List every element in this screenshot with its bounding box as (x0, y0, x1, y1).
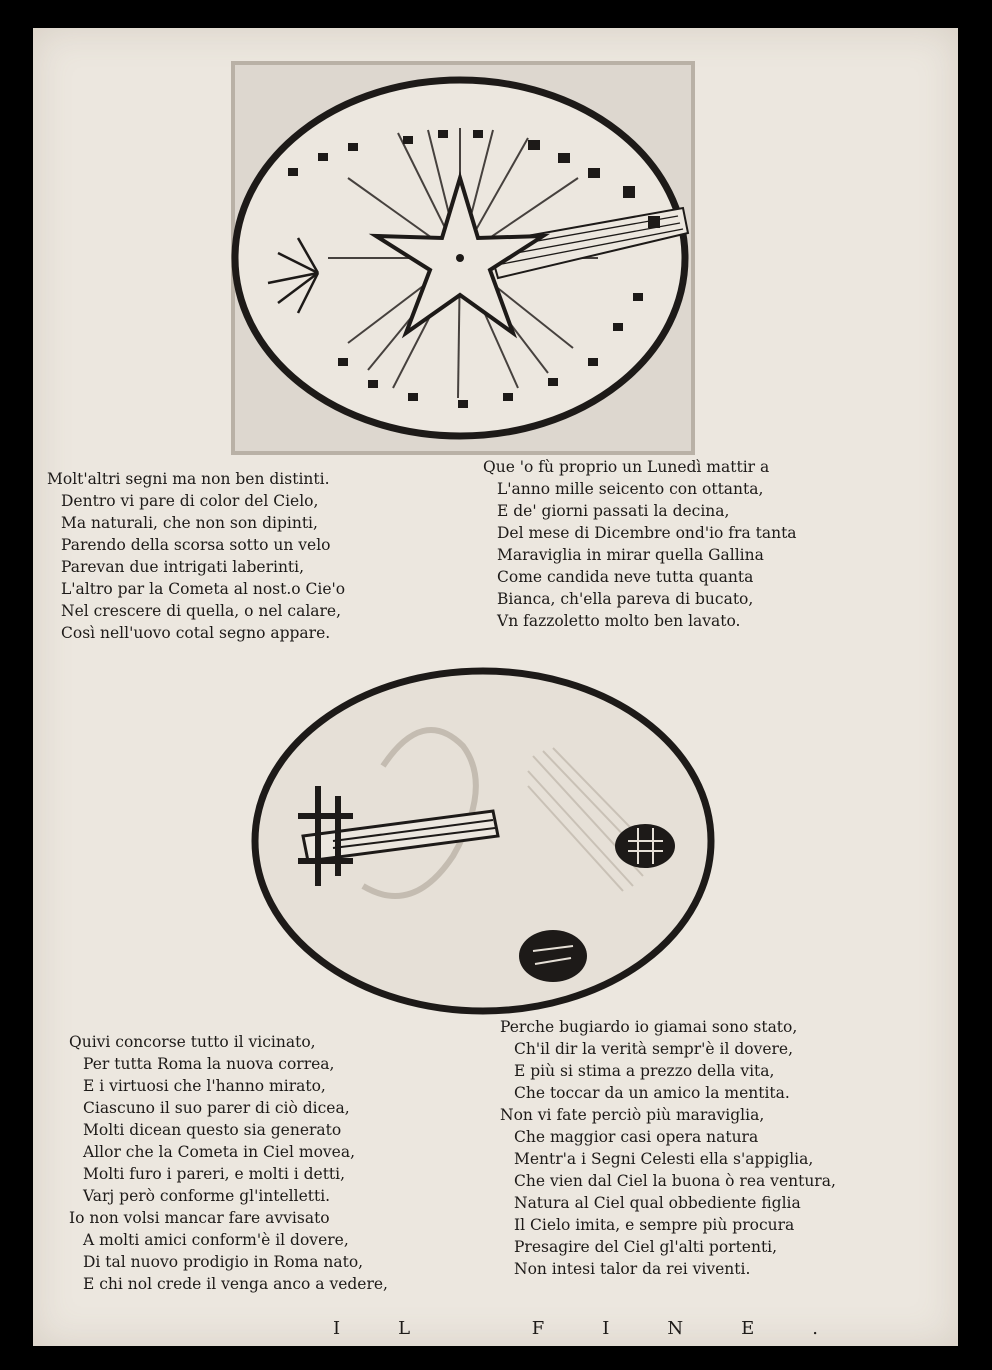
verse-line: Vn fazzoletto molto ben lavato. (497, 612, 741, 630)
verse-line: Io non volsi mancar fare avvisato (69, 1209, 330, 1227)
verse-line: A molti amici conform'è il dovere, (83, 1231, 349, 1249)
verse-line: Così nell'uovo cotal segno appare. (61, 624, 331, 642)
verse-line: Il Cielo imita, e sempre più procura (514, 1216, 795, 1234)
verse-line: Ciascuno il suo parer di ciò dicea, (83, 1099, 350, 1117)
stanza-top-right (483, 456, 797, 632)
verse-line: L'altro par la Cometa al nost.o Cie'o (61, 580, 346, 598)
verse-line: E chi nol crede il venga anco a vedere, (83, 1275, 388, 1293)
verse-line: Mentr'a i Segni Celesti ella s'appiglia, (514, 1150, 814, 1168)
verse-line: Varj però conforme gl'intelletti. (83, 1187, 331, 1205)
verse-line: Bianca, ch'ella pareva di bucato, (497, 590, 754, 608)
verse-line: Ch'il dir la verità sempr'è il dovere, (514, 1040, 794, 1058)
verse-line: Del mese di Dicembre ond'io fra tanta (497, 524, 797, 542)
verse-line: Maraviglia in mirar quella Gallina (497, 546, 764, 564)
verse-line: L'anno mille seicento con ottanta, (497, 480, 764, 498)
verse-line: Nel crescere di quella, o nel calare, (61, 602, 342, 620)
verse-line: Come candida neve tutta quanta (497, 568, 754, 586)
top-woodcut-illustration (228, 58, 708, 463)
verse-line: Perche bugiardo io giamai sono stato, (500, 1018, 798, 1036)
printed-page (33, 28, 958, 1346)
verse-line: Natura al Ciel qual obbediente figlia (514, 1194, 801, 1212)
verse-line: E più si stima a prezzo della vita, (514, 1062, 775, 1080)
verse-line: E i virtuosi che l'hanno mirato, (83, 1077, 326, 1095)
verse-line: Non vi fate perciò più maraviglia, (500, 1106, 765, 1124)
verse-line: Presagire del Ciel gl'alti portenti, (514, 1238, 778, 1256)
verse-line: Molti dicean questo sia generato (83, 1121, 342, 1139)
closing-il-fine: IL FINE. (333, 1318, 876, 1339)
verse-line: Quivi concorse tutto il vicinato, (69, 1033, 316, 1051)
verse-line: Molti furo i pareri, e molti i detti, (83, 1165, 346, 1183)
verse-line: Que 'o fù proprio un Lunedì mattir a (483, 458, 770, 476)
verse-line: Dentro vi pare di color del Cielo, (61, 492, 319, 510)
verse-line: Che maggior casi opera natura (514, 1128, 759, 1146)
verse-line: Parevan due intrigati laberinti, (61, 558, 305, 576)
verse-line: Di tal nuovo prodigio in Roma nato, (83, 1253, 364, 1271)
verse-line: Per tutta Roma la nuova correa, (83, 1055, 335, 1073)
verse-line: Non intesi talor da rei viventi. (514, 1260, 751, 1278)
verse-line: Ma naturali, che non son dipinti, (61, 514, 318, 532)
verse-line: Parendo della scorsa sotto un velo (61, 536, 331, 554)
verse-line: Molt'altri segni ma non ben distinti. (47, 470, 330, 488)
verse-line: Che toccar da un amico la mentita. (514, 1084, 790, 1102)
stanza-top-left (47, 468, 345, 644)
verse-line: Che vien dal Ciel la buona ò rea ventura, (514, 1172, 836, 1190)
bottom-woodcut-illustration (243, 656, 723, 1016)
verse-line: Allor che la Cometa in Ciel movea, (83, 1143, 355, 1161)
stanza-bottom-left (69, 1031, 388, 1295)
verse-line: E de' giorni passati la decina, (497, 502, 730, 520)
stanza-bottom-right (500, 1016, 836, 1280)
